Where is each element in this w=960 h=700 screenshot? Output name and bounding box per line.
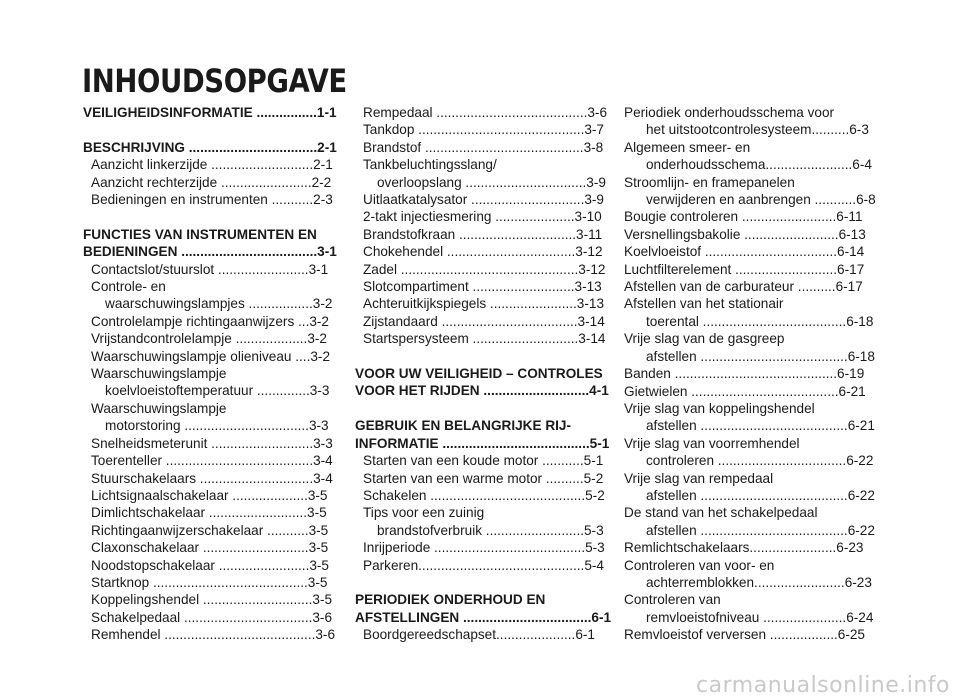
toc-entry: Remlichtschakelaars.......................6-23	[624, 540, 864, 556]
toc-entry: waarschuwingslampjes .................3-2	[105, 296, 333, 312]
toc-entry: Luchtfilterelement ...........................6-17	[624, 261, 865, 277]
toc-entry: Bedieningen en instrumenten ...........2-3	[91, 192, 333, 208]
toc-entry: 2-takt injectiesmering .....................3-10	[363, 209, 602, 225]
toc-entry: afstellen .......................................6-22	[646, 522, 875, 538]
toc-entry: Koelvloeistof ...................................6-14	[624, 244, 865, 260]
toc-entry: Boordgereedschapset.....................6-1	[363, 627, 595, 643]
toc-entry: Bougie controleren .........................6-11	[624, 209, 863, 225]
toc-entry: Startknop .........................................3-5	[91, 574, 328, 590]
toc-section-heading: PERIODIEK ONDERHOUD EN	[355, 592, 546, 608]
toc-entry: Zadel ...............................................3-12	[363, 261, 606, 277]
watermark: carmanualsonline.info	[696, 673, 950, 698]
toc-entry: Vrije slag van voorremhendel	[624, 435, 800, 451]
toc-entry: Schakelpedaal ..................................3-6	[91, 609, 333, 625]
toc-entry: Waarschuwingslampje	[91, 400, 227, 416]
toc-section-heading: VOOR HET RIJDEN ............................4-1	[355, 383, 609, 399]
toc-entry: Tankbeluchtingsslang/	[363, 157, 497, 173]
spacer	[83, 208, 341, 225]
toc-entry: Uitlaatkatalysator ..............................3-9	[363, 192, 604, 208]
toc-entry: koelvloeistoftemperatuur ..............3-3	[105, 383, 330, 399]
toc-entry: Brandstof ..........................................3-8	[363, 139, 604, 155]
toc-entry: Starten van een koude motor ...........5-1	[363, 453, 604, 469]
toc-entry: Schakelen .........................................5-2	[363, 487, 605, 503]
toc-entry: Koppelingshendel .............................3-5	[91, 592, 333, 608]
toc-entry: Afstellen van het stationair	[624, 296, 784, 312]
toc-entry: brandstofverbruik ..........................5-3	[377, 522, 604, 538]
toc-entry: Toerenteller .......................................3-4	[91, 453, 333, 469]
toc-entry: Startspersysteem ............................3-14	[363, 331, 606, 347]
toc-entry: remvloeistofniveau ......................6-24	[646, 609, 874, 625]
toc-section-heading: BEDIENINGEN ....................................3-1	[83, 244, 337, 260]
toc-entry: Chokehendel ..................................3-12	[363, 244, 603, 260]
spacer	[355, 400, 613, 417]
toc-entry: afstellen .......................................6-22	[646, 487, 875, 503]
toc-entry: achterremblokken........................6-23	[646, 574, 872, 590]
toc-section-heading: AFSTELLINGEN ..................................6-1	[355, 609, 612, 625]
toc-entry: Claxonschakelaar ............................3-5	[91, 540, 329, 556]
toc-entry: Stuurschakelaars ..............................3-4	[91, 470, 333, 486]
toc-entry: het uitstootcontrolesysteem..........6-3	[646, 122, 869, 138]
toc-entry: Remvloeistof verversen ..................6-25	[624, 627, 865, 643]
toc-entry: afstellen .......................................6-21	[646, 418, 875, 434]
toc-entry: Tips voor een zuinig	[363, 505, 485, 521]
toc-entry: Zijstandaard ....................................3-14	[363, 313, 605, 329]
toc-section-heading: INFORMATIE .......................................5-1	[355, 435, 610, 451]
toc-entry: Stroomlijn- en framepanelen	[624, 174, 795, 190]
toc-entry: Versnellingsbakolie .........................6-13	[624, 226, 866, 242]
toc-section-heading: BESCHRIJVING ..................................2-1	[83, 139, 337, 155]
toc-entry: Tankdop ............................................3-7	[363, 122, 604, 138]
toc-entry: Rempedaal ........................................3-6	[363, 105, 608, 120]
toc-entry: Periodiek onderhoudsschema voor	[624, 105, 835, 120]
toc-section-heading: FUNCTIES VAN INSTRUMENTEN EN	[83, 226, 317, 242]
toc-entry: Banden ...........................................6-19	[624, 366, 865, 382]
toc-entry: Noodstopschakelaar ........................3-5	[91, 557, 329, 573]
toc-entry: Contactslot/stuurslot ........................3-1	[91, 261, 329, 277]
toc-entry: Aanzicht linkerzijde ...........................2-1	[91, 157, 333, 173]
toc-entry: toerental ......................................6-18	[646, 313, 874, 329]
toc-entry: De stand van het schakelpedaal	[624, 505, 818, 521]
toc-entry: Vrijstandcontrolelampje ...................3-2	[91, 331, 327, 347]
toc-entry: Aanzicht rechterzijde ........................2-2	[91, 174, 332, 190]
spacer	[355, 574, 613, 591]
toc-entry: Controle- en	[91, 279, 166, 295]
spacer	[355, 348, 613, 365]
toc-entry: Starten van een warme motor ..........5-2	[363, 470, 604, 486]
toc-entry: motorstoring .................................3-3	[105, 418, 329, 434]
toc-entry: Vrije slag van rempedaal	[624, 470, 774, 486]
toc-entry: Achteruitkijkspiegels .......................3-13	[363, 296, 605, 312]
toc-entry: Waarschuwingslampje olieniveau ....3-2	[91, 348, 331, 364]
toc-entry: Lichtsignaalschakelaar ....................3-5	[91, 487, 328, 503]
spacer	[83, 121, 341, 138]
toc-column-1	[83, 104, 341, 644]
toc-entry: Richtingaanwijzerschakelaar ...........3-5	[91, 522, 329, 538]
toc-entry: Afstellen van de carburateur ..........6-17	[624, 279, 863, 295]
toc-entry: Waarschuwingslampje	[91, 366, 227, 382]
toc-entry: overloopslang ................................3-9	[377, 174, 606, 190]
toc-entry: controleren ..................................6-22	[646, 453, 874, 469]
toc-section-heading: VEILIGHEIDSINFORMATIE ................1-1	[83, 105, 337, 120]
toc-entry: Inrijperiode ........................................5-3	[363, 540, 605, 556]
toc-entry: Algemeen smeer- en	[624, 139, 751, 155]
toc-section-heading: VOOR UW VEILIGHEID – CONTROLES	[355, 366, 603, 382]
toc-entry: Dimlichtschakelaar ..........................3-5	[91, 505, 327, 521]
toc-column-2	[355, 104, 613, 644]
toc-entry: Brandstofkraan ...............................3-11	[363, 226, 603, 242]
page-title: INHOUDSOPGAVE	[82, 62, 347, 100]
toc-entry: afstellen .......................................6-18	[646, 348, 875, 364]
toc-entry: Controleren van	[624, 592, 721, 608]
toc-column-3	[624, 104, 882, 644]
toc-entry: onderhoudsschema.......................6-4	[646, 157, 872, 173]
toc-entry: Parkeren............................................5-4	[363, 557, 604, 573]
toc-section-heading: GEBRUIK EN BELANGRIJKE RIJ-	[355, 418, 572, 434]
toc-entry: Snelheidsmeterunit ...........................3-3	[91, 435, 333, 451]
toc-entry: Remhendel ........................................3-6	[91, 627, 336, 643]
toc-entry: Gietwielen .......................................6-21	[624, 383, 866, 399]
toc-entry: Vrije slag van de gasgreep	[624, 331, 785, 347]
toc-entry: verwijderen en aanbrengen ...........6-8	[646, 192, 876, 208]
toc-entry: Slotcompartiment ...........................3-13	[363, 279, 602, 295]
toc-entry: Controleren van voor- en	[624, 557, 775, 573]
toc-entry: Controlelampje richtingaanwijzers ...3-2	[91, 313, 329, 329]
toc-entry: Vrije slag van koppelingshendel	[624, 400, 815, 416]
